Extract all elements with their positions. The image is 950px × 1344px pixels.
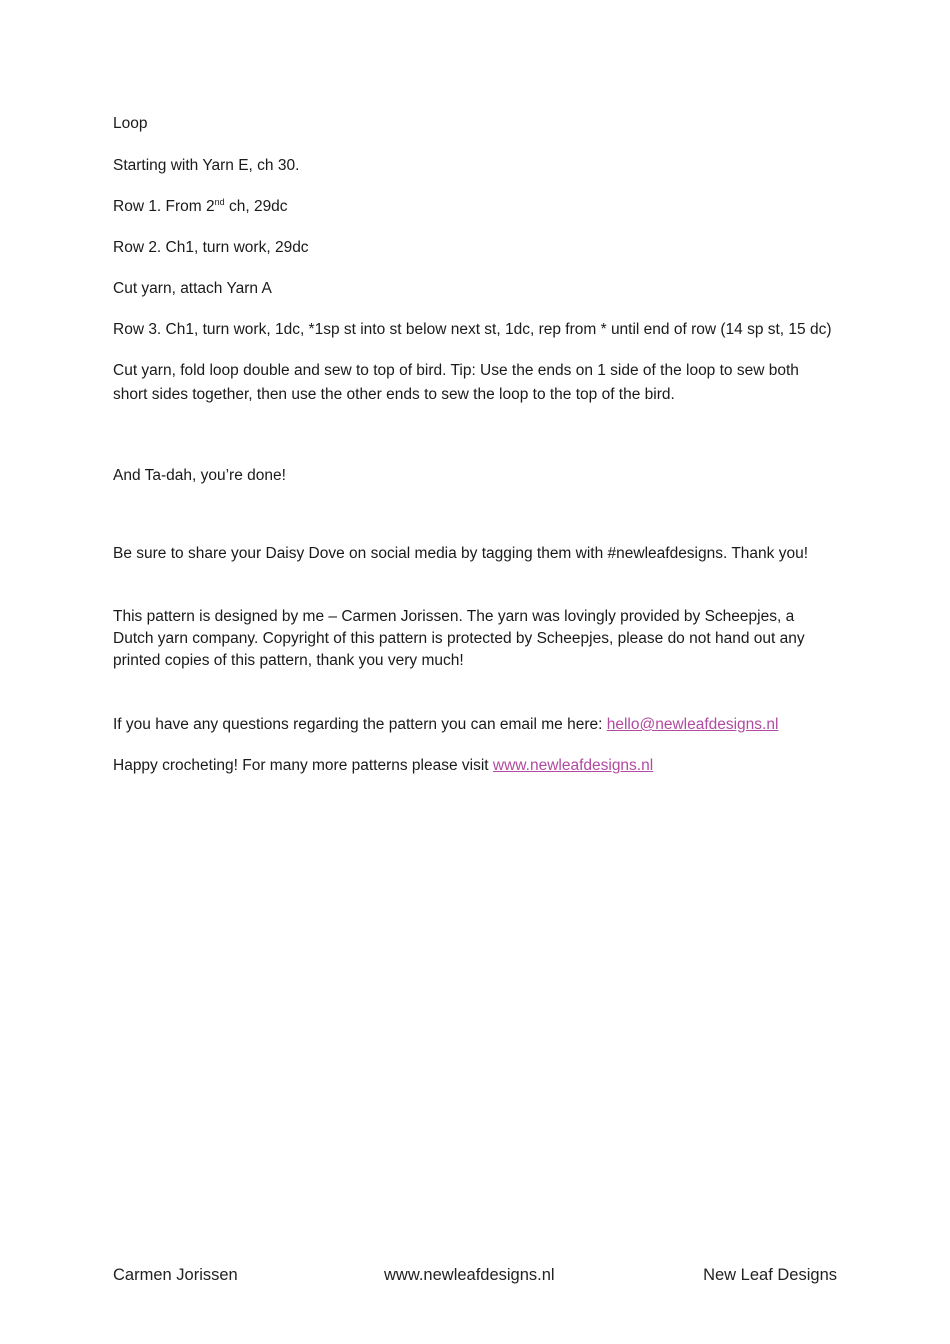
page-footer	[113, 1266, 837, 1288]
share-message: Be sure to share your Daisy Dove on social media by tagging them with #newleafdesigns. Thank you!	[113, 545, 809, 562]
row-3-instruction: Row 3. Ch1, turn work, 1dc, *1sp st into st below next st, 1dc, rep from * until end of row (14 sp st, 15 dc)	[113, 321, 832, 338]
row-1-superscript: nd	[214, 196, 225, 207]
cut-yarn-instruction: Cut yarn, attach Yarn A	[113, 280, 272, 297]
row-1-text: Row 1. From 2	[113, 198, 215, 215]
row-2-instruction: Row 2. Ch1, turn work, 29dc	[113, 239, 309, 256]
website-link[interactable]: www.newleafdesigns.nl	[492, 757, 654, 774]
done-message: And Ta-dah, you’re done!	[113, 467, 286, 484]
visit-paragraph	[113, 754, 837, 778]
questions-text: If you have any questions regarding the pattern you can email me here:	[113, 716, 607, 733]
questions-paragraph	[113, 713, 837, 737]
email-link[interactable]: hello@newleafdesigns.nl	[606, 716, 779, 733]
section-heading: Loop	[113, 115, 148, 132]
row-1-instruction	[113, 195, 837, 219]
visit-text: Happy crocheting! For many more patterns please visit	[113, 757, 493, 774]
footer-website: www.newleafdesigns.nl	[384, 1266, 555, 1284]
finishing-instruction: Cut yarn, fold loop double and sew to top of bird. Tip: Use the ends on 1 side of the loop to sew both short sides together, then use the other ends to sew the loop to the top of the bird.	[113, 362, 799, 403]
start-instruction: Starting with Yarn E, ch 30.	[113, 157, 300, 174]
page-content	[113, 114, 837, 778]
row-1-text-end: ch, 29dc	[224, 198, 288, 215]
credits-paragraph: This pattern is designed by me – Carmen Jorissen. The yarn was lovingly provided by Scheepjes, a Dutch yarn company. Copyright of this pattern is protected by Scheepjes, please do not hand out any printed copies of this pattern, thank you very much!	[113, 608, 805, 669]
footer-brand: New Leaf Designs	[703, 1266, 837, 1284]
footer-author: Carmen Jorissen	[113, 1266, 238, 1284]
